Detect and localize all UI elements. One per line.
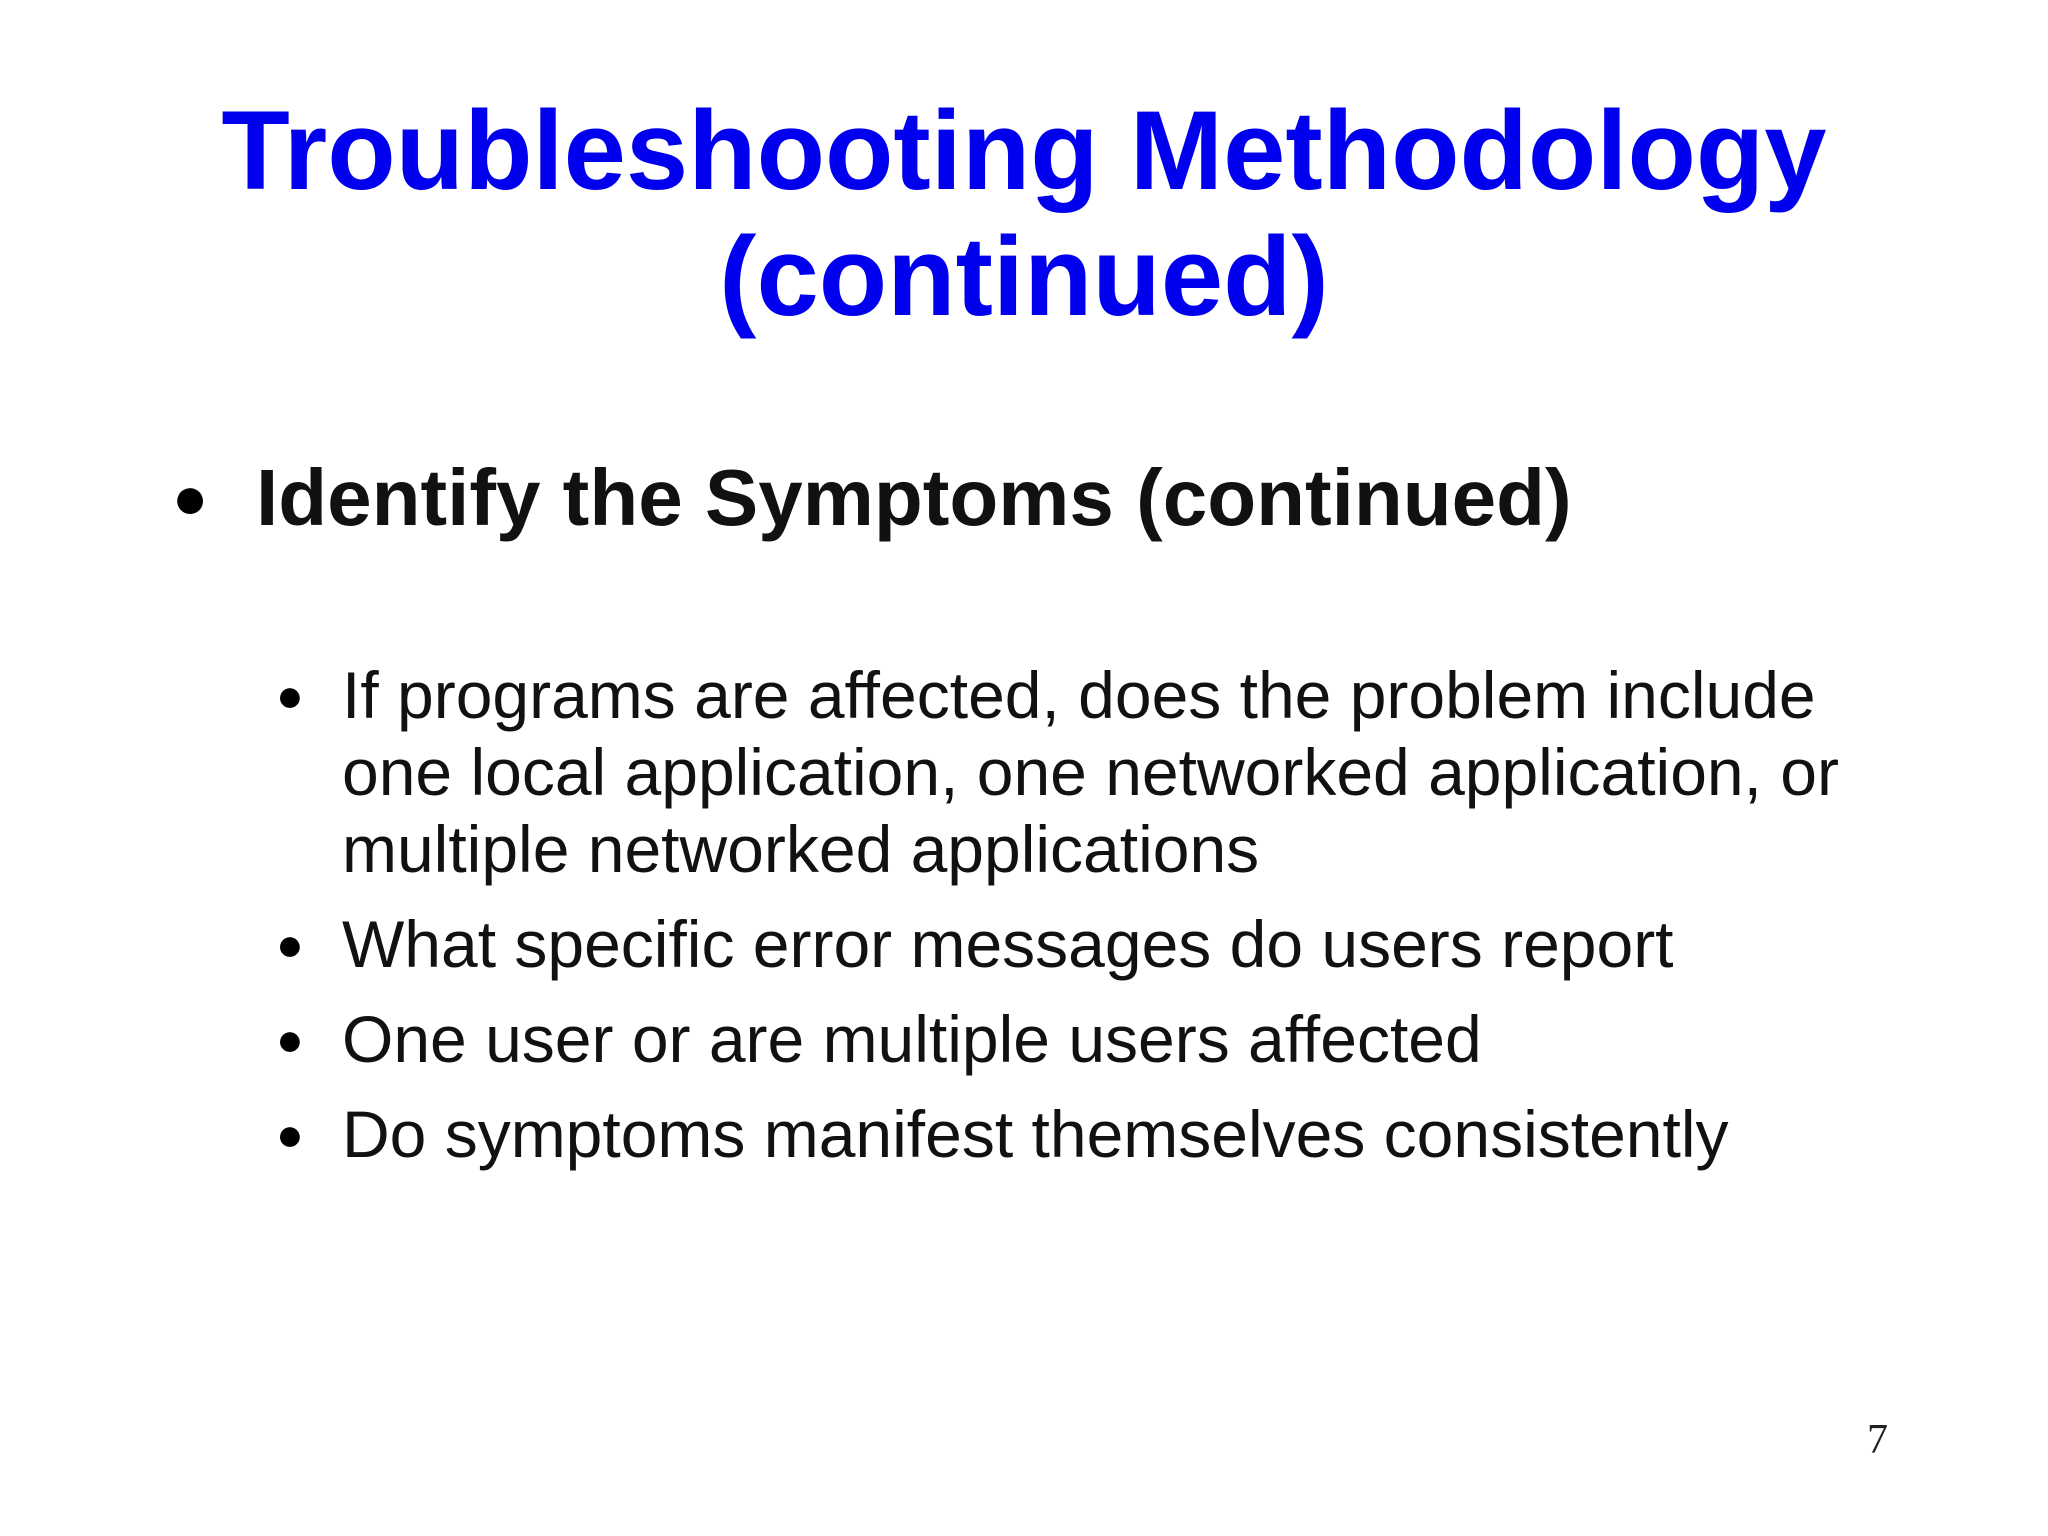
slide-title xyxy=(0,88,2048,340)
slide-title-line-1: Troubleshooting Methodology xyxy=(221,88,1827,213)
page-number: 7 xyxy=(1867,1417,1888,1463)
bullet-icon: ● xyxy=(276,1013,304,1065)
sub-bullet-item xyxy=(276,1001,1896,1078)
sub-bullet-text: Do symptoms manifest themselves consistently xyxy=(342,1097,1729,1171)
slide-title-line-2: (continued) xyxy=(719,214,1329,339)
sub-bullet-item xyxy=(276,906,1896,983)
sub-bullet-text: What specific error messages do users report xyxy=(342,907,1674,981)
bullet-icon: ● xyxy=(276,669,304,721)
sub-bullet-item xyxy=(276,657,1896,888)
sub-bullet-list xyxy=(276,657,1896,1191)
sub-bullet-text: One user or are multiple users affected xyxy=(342,1002,1482,1076)
main-bullet-item xyxy=(172,452,1572,544)
bullet-icon: ● xyxy=(276,918,304,970)
sub-bullet-text: If programs are affected, does the problem include one local application, one networked application, or multiple networked applications xyxy=(342,658,1839,886)
bullet-icon: ● xyxy=(172,464,209,531)
sub-bullet-item xyxy=(276,1096,1896,1173)
main-bullet-text: Identify the Symptoms (continued) xyxy=(256,453,1572,542)
bullet-icon: ● xyxy=(276,1108,304,1160)
